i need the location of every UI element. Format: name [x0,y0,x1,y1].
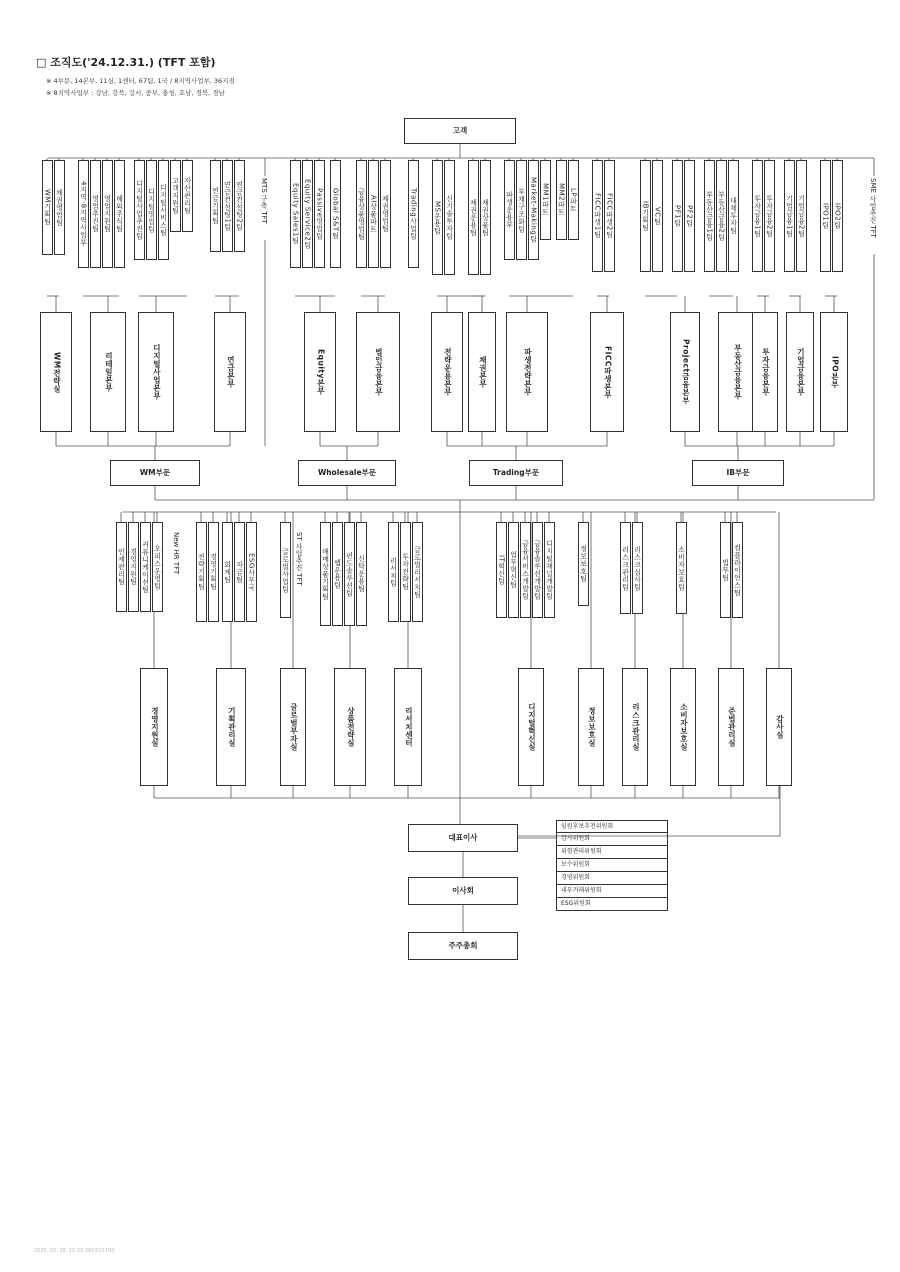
headquarters-box: 연금본부 [214,312,246,432]
team-box: 투자전략팀 [400,522,411,622]
office-box: 소비자보호실 [670,668,696,786]
team-box: Equity Sales1팀 [290,160,301,268]
headquarters-box: 부동산금융본부 [718,312,756,432]
team-box: 연금기획팀 [210,160,221,252]
team-box: FICC파생2팀 [604,160,615,272]
team-box: 기업금융1팀 [784,160,795,272]
office-box: 준법관리실 [718,668,744,786]
team-box: 글로벌사업팀 [280,522,291,618]
team-box: 고객지원팀 [170,160,181,232]
team-box: IPO2팀 [832,160,843,272]
team-box: MM2파트 [556,160,567,240]
team-box: 자산관리팀 [182,160,193,232]
sme-tft-label: SME 사업추진 TFT [869,178,877,238]
headquarters-box: 기업금융본부 [786,312,814,432]
team-box: ESG사무국 [246,522,257,622]
regions-note: ※ 8지역사업부 : 강남, 강북, 강서, 중부, 충청, 호남, 경북, 경남 [46,89,225,97]
headquarters-box: 파생전략본부 [506,312,548,432]
team-box: 디지털영업팀 [146,160,157,260]
team-box: Global S&T팀 [330,160,341,268]
team-box: MM1파트 [540,160,551,240]
headquarters-box: 채권본부 [468,312,496,432]
team-box: 자금팀 [234,522,245,622]
team-box: 커뮤니케이션팀 [140,522,151,612]
team-box: 금융상품영업팀 [356,160,367,268]
team-box: 펀드솔루션팀 [344,522,355,626]
team-box: 컴플라이언스팀 [732,522,743,618]
team-box: IPO1팀 [820,160,831,272]
team-box: 법무팀 [720,522,731,618]
team-box: 파생운용부 [504,160,515,260]
committee-item: 경영위원회 [556,872,668,885]
team-box: 해외주식팀 [114,160,125,268]
headquarters-box: 리테일본부 [90,312,126,432]
team-box: Market-Making팀 [528,160,539,260]
team-box: 랩운용팀 [332,522,343,626]
office-box: 감사실 [766,668,792,786]
team-box: VC팀 [652,160,663,272]
office-box: 상품전략실 [334,668,366,786]
team-box: Trading사업팀 [408,160,419,268]
committee-item: 내부거래위원회 [556,885,668,898]
headquarters-box: IPO본부 [820,312,848,432]
team-box: 업무혁신팀 [508,522,519,618]
headquarters-box: Equity본부 [304,312,336,432]
team-box: 소비자보호팀 [676,522,687,614]
headquarters-box: 투자금융본부 [752,312,778,432]
team-box: 신탁운용팀 [356,522,367,626]
team-box: 디지털채널개발팀 [544,522,555,618]
team-box: 인재관리팀 [116,522,127,612]
team-box: 채권영업팀 [54,160,65,255]
committee-item: ESG위원회 [556,898,668,911]
page-title: □ 조직도('24.12.31.) (TFT 포함) [36,56,216,69]
headquarters-box: FICC파생본부 [590,312,624,432]
team-box: 글로벌리서치팀 [412,522,423,622]
office-box: 리스크관리실 [622,668,648,786]
team-box: 투자금융1팀 [752,160,763,272]
committee-item: 보수위원회 [556,859,668,872]
team-box: 부채구조화팀 [516,160,527,260]
team-box: IB기획팀 [640,160,651,272]
headquarters-box: WM전략실 [40,312,72,432]
team-box: 부동산금융1팀 [704,160,715,272]
headquarters-box: 전략운용본부 [431,312,463,432]
team-box: 채권상품팀 [480,160,491,275]
team-box: 부동산금융2팀 [716,160,727,272]
customer-box: 고객 [404,118,516,144]
team-box: 디지털서비스팀 [158,160,169,260]
team-box: 채권운용팀 [468,160,479,275]
print-footer: 2025. 02. 28. 10:29 2603Q2100 [34,1248,115,1254]
office-box: 정보보호실 [578,668,604,786]
board-box: 이사회 [408,877,518,905]
team-box: 회계팀 [222,522,233,622]
team-box: Passive영업팀 [314,160,325,268]
office-box: 디지털혁신실 [518,668,544,786]
team-box: 신기술투자팀 [444,160,455,275]
team-box: 영업지원팀 [102,160,113,268]
committee-item: 감사위원회 [556,833,668,846]
team-box: 디지털사업추진팀 [134,160,145,260]
new-hr-tft-label: New HR TFT [172,532,180,575]
committee-item: 임원후보추천위원회 [556,820,668,833]
team-box: 정보보호팀 [578,522,589,606]
team-box: AI상품파트 [368,160,379,268]
committee-item: 위험관리위원회 [556,846,668,859]
st-tft-label: ST 사업추진 TFT [295,532,303,586]
team-box: 투자금융2팀 [764,160,775,272]
team-box: 경영지원팀 [128,522,139,612]
team-box: WM기획팀 [42,160,53,255]
team-box: MS운용팀 [432,160,443,275]
office-box: 글로벌부자실 [280,668,306,786]
team-box: LP파트 [568,160,579,240]
headquarters-box: Project금융본부 [670,312,700,432]
team-box: 리스크심사팀 [632,522,643,614]
headquarters-box: 디지털사업본부 [138,312,174,432]
division-wm: WM부문 [110,460,200,486]
team-box: 채권영업팀 [380,160,391,268]
mts-tft-label: MTS 구축 TFT [260,178,268,224]
headquarters-box: 법인금융본부 [356,312,400,432]
summary-note: ※ 4부문, 14본부, 11실, 1센터, 67팀, 1국 / 8지역사업부, 36지점 [46,77,235,85]
team-box: 오피스운영팀 [152,522,163,612]
team-box: 리서치팀 [388,522,399,622]
ceo-box: 대표이사 [408,824,518,852]
team-box: 전략기획팀 [196,522,207,622]
office-box: 경영지원실 [140,668,168,786]
team-box: PF2팀 [684,160,695,272]
team-box: 연금컨설팅2팀 [234,160,245,252]
team-box: 4지역·8지역사업부 [78,160,89,268]
team-box: FICC파생1팀 [592,160,603,272]
team-box: 연금컨설팅1팀 [222,160,233,252]
division-trading: Trading부문 [469,460,563,486]
team-box: 기업금융2팀 [796,160,807,272]
team-box: 리스크관리팀 [620,522,631,614]
team-box: Equity Service2팀 [302,160,313,268]
team-box: IT혁신팀 [496,522,507,618]
team-box: 매매상품기획팀 [320,522,331,626]
team-box: 금융솔루션개발팀 [532,522,543,618]
team-box: 대체투자팀 [728,160,739,272]
team-box: 금융서비스개발팀 [520,522,531,618]
division-ib: IB부문 [692,460,784,486]
shareholders-box: 주주총회 [408,932,518,960]
office-box: 기획관리실 [216,668,246,786]
office-box: 리서치센터 [394,668,422,786]
team-box: PF1팀 [672,160,683,272]
team-box: 경영기획팀 [208,522,219,622]
division-wholesale: Wholesale부문 [298,460,396,486]
team-box: 영업추진팀 [90,160,101,268]
